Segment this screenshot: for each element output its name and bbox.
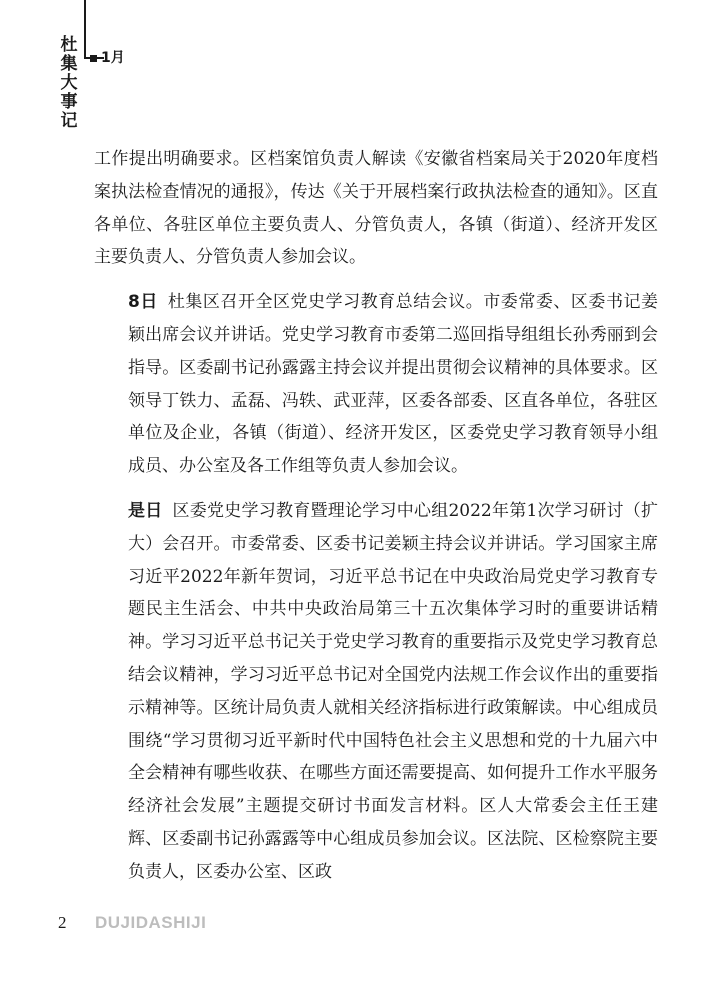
paragraph-continuation bbox=[94, 143, 658, 274]
section-month-label bbox=[90, 50, 125, 66]
paragraph-text: 区委党史学习教育暨理论学习中心组2022年第1次学习研讨（扩大）会召开。市委常委、区委书记姜颖主持会议并讲话。学习国家主席习近平2022年新年贺词，习近平总书记在中央政治局党史学习教育专题民主生活会、中共中央政治局第三十五次集体学习时的重要讲话精神。学习习近平总书记关于党史学习教育的重要指示及党史学习教育总结会议精神，学习习近平总书记对全国党内法规工作会议作出的重要指示精神等。区统计局负责人就相关经济指标进行政策解读。中心组成员围绕“学习贯彻习近平新时代中国特色社会主义思想和党的十九届六中全会精神有哪些收获、在哪些方面还需要提高、如何提升工作水平服务经济社会发展”主题提交研讨书面发言材料。区人大常委会主任王建辉、区委副书记孙露露等中心组成员参加会议。区法院、区检察院主要负责人，区委办公室、区政 bbox=[128, 500, 658, 882]
entry-date: 8日 bbox=[128, 292, 158, 313]
page-number: 2 bbox=[58, 913, 67, 932]
footer-running-title: DUJIDASHIJI bbox=[95, 913, 207, 932]
paragraph-text: 杜集区召开全区党史学习教育总结会议。市委常委、区委书记姜颖出席会议并讲话。党史学习教育市委第二巡回指导组组长孙秀丽到会指导。区委副书记孙露露主持会议并提出贯彻会议精神的具体要求。区领导丁铁力、孟磊、冯轶、武亚萍，区委各部委、区直各单位，各驻区单位及企业，各镇（街道）、经济开发区，区委党史学习教育领导小组成员、办公室及各工作组等负责人参加会议。 bbox=[128, 292, 658, 477]
main-body-text bbox=[94, 143, 658, 889]
book-title: 杜集大事记 bbox=[60, 35, 78, 131]
square-bullet-icon bbox=[90, 55, 97, 62]
paragraph-entry-same-day bbox=[94, 495, 658, 889]
entry-date: 是日 bbox=[128, 500, 163, 521]
paragraph-entry-8th bbox=[94, 286, 658, 483]
header-vertical-rule bbox=[84, 0, 86, 58]
month-text: 1月 bbox=[101, 50, 125, 66]
paragraph-text: 工作提出明确要求。区档案馆负责人解读《安徽省档案局关于2020年度档案执法检查情况的通报》，传达《关于开展档案行政执法检查的通知》。区直各单位、各驻区单位主要负责人、分管负责人，各镇（街道）、经济开发区主要负责人、分管负责人参加会议。 bbox=[94, 149, 658, 268]
